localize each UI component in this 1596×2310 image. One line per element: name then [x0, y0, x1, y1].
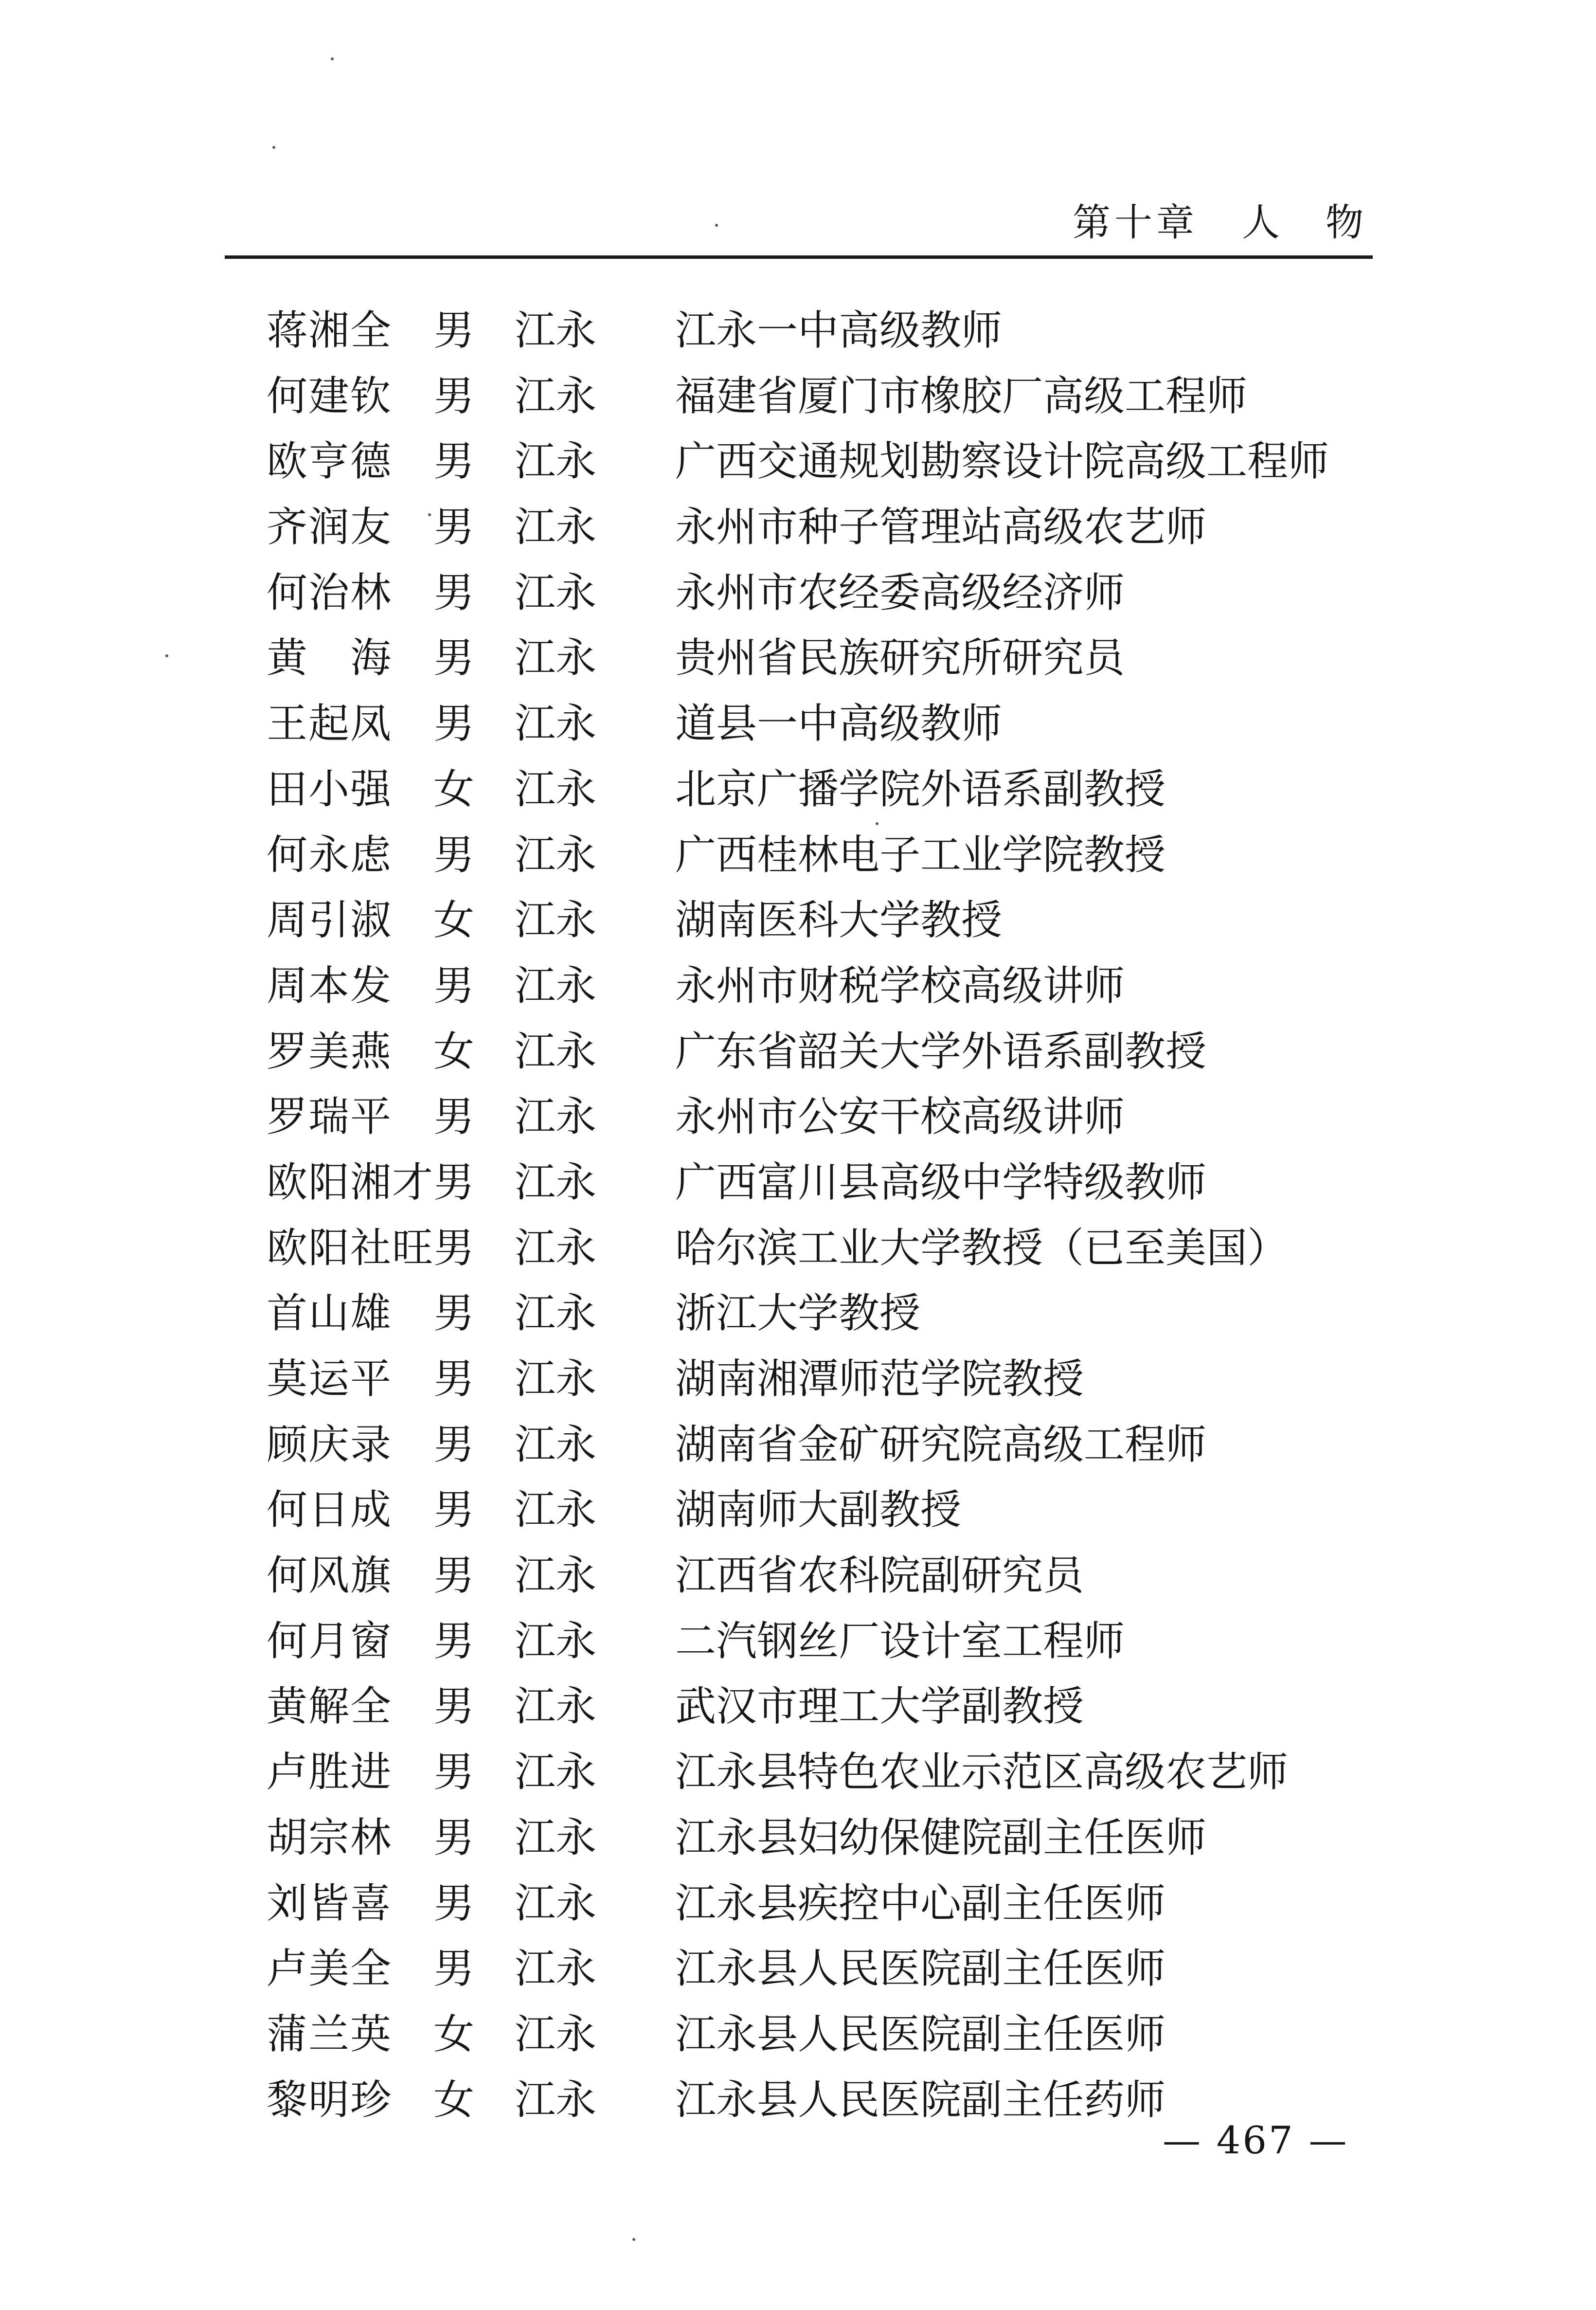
- person-origin: 江永: [515, 1945, 597, 1993]
- person-title: 江永县特色农业示范区高级农艺师: [675, 1748, 1289, 1796]
- list-row: [267, 691, 1329, 757]
- person-title: 道县一中高级教师: [675, 700, 1003, 748]
- person-origin: 江永: [515, 307, 597, 354]
- person-title: 湖南医科大学教授: [675, 896, 1003, 944]
- person-origin: 江永: [515, 961, 597, 1010]
- person-origin: 江永: [515, 1289, 597, 1337]
- person-sex: 男: [433, 1617, 474, 1665]
- person-name: 欧亨德: [267, 437, 393, 486]
- person-origin: 江永: [515, 765, 597, 813]
- person-sex: 男: [433, 1945, 474, 1993]
- person-title: 浙江大学教授: [675, 1289, 921, 1337]
- chapter-subject: 人 物: [1241, 201, 1367, 245]
- person-title: 广西富川县高级中学特级教师: [675, 1158, 1207, 1206]
- person-name: 何永虑: [267, 830, 393, 879]
- person-sex: 男: [433, 503, 474, 551]
- person-title: 湖南湘潭师范学院教授: [675, 1355, 1084, 1403]
- person-sex: 男: [433, 1486, 474, 1534]
- person-name: 何月窗: [267, 1617, 393, 1665]
- header-rule: [225, 255, 1373, 259]
- list-row: [267, 2002, 1329, 2067]
- person-title: 永州市公安干校高级讲师: [675, 1093, 1125, 1141]
- person-title: 江西省农科院副研究员: [675, 1552, 1084, 1600]
- person-title: 永州市农经委高级经济师: [675, 568, 1125, 616]
- person-origin: 江永: [515, 1552, 597, 1600]
- person-sex: 男: [433, 700, 474, 748]
- person-sex: 女: [433, 896, 474, 944]
- list-row: [267, 429, 1329, 494]
- person-origin: 江永: [515, 568, 597, 616]
- person-sex: 女: [433, 2075, 474, 2124]
- list-row: [267, 1805, 1329, 1871]
- person-title: 贵州省民族研究所研究员: [675, 634, 1125, 682]
- person-origin: 江永: [515, 634, 597, 682]
- scan-speck: [331, 57, 334, 60]
- person-sex: 女: [433, 1027, 474, 1075]
- person-origin: 江永: [515, 1813, 597, 1861]
- person-name: 黄解全: [267, 1682, 393, 1731]
- person-name: 卢美全: [267, 1945, 393, 1993]
- person-name: 黄 海: [267, 634, 393, 682]
- person-name: 罗美燕: [267, 1027, 393, 1075]
- person-sex: 男: [433, 830, 474, 879]
- person-title: 二汽钢丝厂设计室工程师: [675, 1617, 1125, 1665]
- person-origin: 江永: [515, 830, 597, 879]
- person-title: 江永县人民医院副主任医师: [675, 2010, 1166, 2058]
- person-title: 北京广播学院外语系副教授: [675, 765, 1166, 813]
- person-name: 顾庆录: [267, 1420, 393, 1468]
- person-title: 湖南师大副教授: [675, 1486, 962, 1534]
- person-title: 广西交通规划勘察设计院高级工程师: [675, 437, 1329, 486]
- person-name: 卢胜进: [267, 1748, 393, 1796]
- person-origin: 江永: [515, 1682, 597, 1731]
- list-row: [267, 1084, 1329, 1150]
- person-sex: 男: [433, 1093, 474, 1141]
- person-title: 永州市财税学校高级讲师: [675, 961, 1125, 1010]
- person-origin: 江永: [515, 1879, 597, 1927]
- person-sex: 男: [433, 1813, 474, 1861]
- person-name: 何治林: [267, 568, 393, 616]
- list-row: [267, 757, 1329, 822]
- person-name: 欧阳湘才: [267, 1158, 434, 1206]
- scan-speck: [165, 654, 168, 657]
- person-origin: 江永: [515, 503, 597, 551]
- person-title: 哈尔滨工业大学教授（已至美国）: [675, 1224, 1289, 1272]
- person-sex: 男: [433, 307, 474, 354]
- person-name: 何日成: [267, 1486, 393, 1534]
- person-origin: 江永: [515, 700, 597, 748]
- list-row: [267, 298, 1329, 363]
- list-row: [267, 1936, 1329, 2002]
- person-sex: 男: [433, 634, 474, 682]
- person-name: 欧阳社旺: [267, 1224, 434, 1272]
- list-row: [267, 1346, 1329, 1412]
- list-row: [267, 625, 1329, 691]
- person-name: 何风旗: [267, 1552, 393, 1600]
- list-row: [267, 363, 1329, 429]
- person-title: 江永县人民医院副主任医师: [675, 1945, 1166, 1993]
- person-name: 蒲兰英: [267, 2010, 393, 2058]
- person-origin: 江永: [515, 1093, 597, 1141]
- person-origin: 江永: [515, 1355, 597, 1403]
- list-row: [267, 1477, 1329, 1543]
- person-name: 何建钦: [267, 372, 393, 420]
- person-title: 广西桂林电子工业学院教授: [675, 830, 1166, 879]
- person-sex: 男: [433, 1682, 474, 1731]
- person-sex: 男: [433, 1420, 474, 1468]
- list-row: [267, 1871, 1329, 1936]
- person-name: 首山雄: [267, 1289, 393, 1337]
- list-row: [267, 887, 1329, 953]
- person-sex: 男: [433, 1158, 474, 1206]
- person-sex: 男: [433, 1224, 474, 1272]
- list-row: [267, 822, 1329, 888]
- person-title: 江永县人民医院副主任药师: [675, 2075, 1166, 2124]
- person-origin: 江永: [515, 372, 597, 420]
- person-origin: 江永: [515, 1224, 597, 1272]
- person-name: 莫运平: [267, 1355, 393, 1403]
- person-sex: 男: [433, 961, 474, 1010]
- person-sex: 男: [433, 568, 474, 616]
- list-row: [267, 560, 1329, 626]
- chapter-label: 第十章: [1072, 201, 1198, 245]
- list-row: [267, 1412, 1329, 1478]
- person-name: 罗瑞平: [267, 1093, 393, 1141]
- list-row: [267, 1150, 1329, 1215]
- person-title: 永州市种子管理站高级农艺师: [675, 503, 1207, 551]
- person-origin: 江永: [515, 1420, 597, 1468]
- list-row: [267, 1739, 1329, 1805]
- list-row: [267, 1019, 1329, 1084]
- person-title: 江永县疾控中心副主任医师: [675, 1879, 1166, 1927]
- page-number: — 467 —: [1163, 2119, 1349, 2163]
- list-row: [267, 1215, 1329, 1281]
- person-origin: 江永: [515, 896, 597, 944]
- person-sex: 男: [433, 372, 474, 420]
- person-sex: 男: [433, 1552, 474, 1600]
- list-row: [267, 1608, 1329, 1674]
- person-sex: 男: [433, 437, 474, 486]
- person-title: 湖南省金矿研究院高级工程师: [675, 1420, 1207, 1468]
- person-title: 江永一中高级教师: [675, 307, 1003, 354]
- person-name: 刘皆喜: [267, 1879, 393, 1927]
- person-origin: 江永: [515, 2075, 597, 2124]
- scan-speck: [272, 146, 275, 149]
- person-origin: 江永: [515, 1486, 597, 1534]
- scan-speck: [428, 513, 431, 516]
- scan-speck: [876, 822, 879, 825]
- person-sex: 男: [433, 1289, 474, 1337]
- person-name: 胡宗林: [267, 1813, 393, 1861]
- person-name: 黎明珍: [267, 2075, 393, 2124]
- person-title: 福建省厦门市橡胶厂高级工程师: [675, 372, 1248, 420]
- person-origin: 江永: [515, 1158, 597, 1206]
- personnel-list: [267, 298, 1329, 2132]
- list-row: [267, 1281, 1329, 1346]
- list-row: [267, 494, 1329, 560]
- person-origin: 江永: [515, 1027, 597, 1075]
- person-sex: 女: [433, 765, 474, 813]
- person-origin: 江永: [515, 1748, 597, 1796]
- person-origin: 江永: [515, 2010, 597, 2058]
- person-name: 蒋湘全: [267, 307, 393, 354]
- scan-speck: [632, 2238, 635, 2241]
- running-header: [1073, 192, 1367, 247]
- person-name: 齐润友: [267, 503, 393, 551]
- list-row: [267, 1674, 1329, 1739]
- person-name: 王起凤: [267, 700, 393, 748]
- person-name: 周本发: [267, 961, 393, 1010]
- person-sex: 女: [433, 2010, 474, 2058]
- person-title: 武汉市理工大学副教授: [675, 1682, 1084, 1731]
- person-name: 周引淑: [267, 896, 393, 944]
- list-row: [267, 1543, 1329, 1608]
- person-title: 广东省韶关大学外语系副教授: [675, 1027, 1207, 1075]
- person-origin: 江永: [515, 437, 597, 486]
- list-row: [267, 953, 1329, 1019]
- person-sex: 男: [433, 1355, 474, 1403]
- scan-speck: [715, 224, 718, 227]
- person-sex: 男: [433, 1879, 474, 1927]
- person-origin: 江永: [515, 1617, 597, 1665]
- person-name: 田小强: [267, 765, 393, 813]
- person-sex: 男: [433, 1748, 474, 1796]
- person-title: 江永县妇幼保健院副主任医师: [675, 1813, 1207, 1861]
